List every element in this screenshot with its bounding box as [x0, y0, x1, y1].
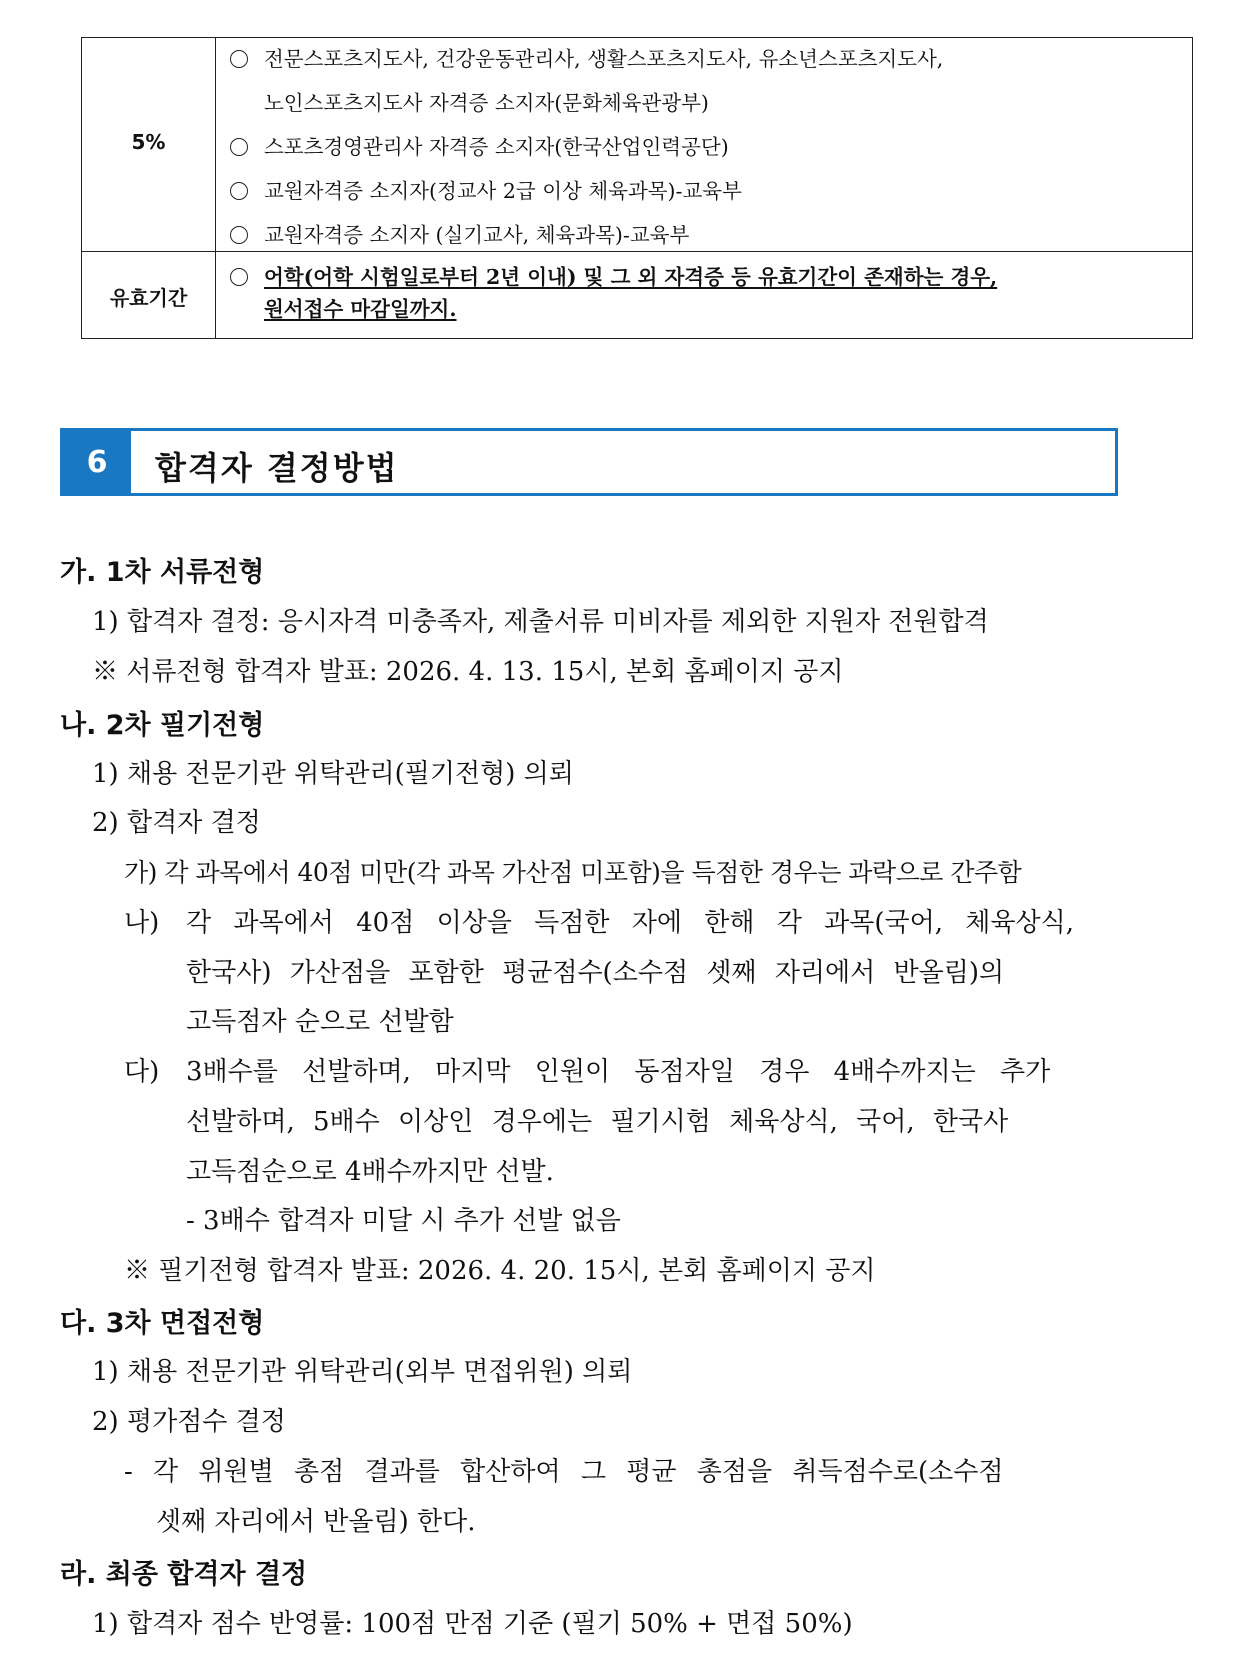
- circle-bullet-icon: [230, 182, 248, 200]
- circle-bullet-icon: [230, 268, 248, 286]
- sub-item-line: 각 과목에서 40점 이상을 득점한 자에 한해 각 과목(국어, 체육상식,: [186, 908, 1075, 938]
- sub-item-prefix: 나): [124, 908, 160, 938]
- row-label-5percent: 5%: [131, 130, 166, 154]
- sub-item-line: - 3배수 합격자 미달 시 추가 선발 없음: [186, 1206, 621, 1236]
- heading-document-screening: 가. 1차 서류전형: [60, 557, 265, 588]
- table-item-continuation: 노인스포츠지도사 자격증 소지자(문화체육관광부): [264, 91, 709, 115]
- sub-item-line: 한국사) 가산점을 포함한 평균점수(소수점 셋째 자리에서 반올림)의: [186, 958, 1005, 988]
- sub-item-line: 선발하며, 5배수 이상인 경우에는 필기시험 체육상식, 국어, 한국사: [186, 1107, 1009, 1137]
- sub-item: 가) 각 과목에서 40점 미만(각 과목 가산점 미포함)을 득점한 경우는 과락으로 간주함: [124, 858, 1022, 887]
- section-title: 합격자 결정방법: [155, 449, 399, 487]
- list-item: 1) 채용 전문기관 위탁관리(필기전형) 의뢰: [92, 759, 574, 789]
- table-item: 교원자격증 소지자 (실기교사, 체육과목)-교육부: [230, 218, 689, 248]
- section-header: [60, 428, 1118, 496]
- list-item: 1) 채용 전문기관 위탁관리(외부 면접위원) 의뢰: [92, 1357, 633, 1387]
- list-item: 1) 합격자 점수 반영률: 100점 만점 기준 (필기 50% + 면접 50%): [92, 1609, 853, 1639]
- table-item: 전문스포츠지도사, 건강운동관리사, 생활스포츠지도사, 유소년스포츠지도사,: [230, 42, 943, 72]
- table-row-divider: [82, 251, 1192, 252]
- section-number: 6: [63, 431, 131, 493]
- list-item: 2) 합격자 결정: [92, 808, 261, 838]
- list-item: 2) 평가점수 결정: [92, 1407, 286, 1437]
- note: ※ 서류전형 합격자 발표: 2026. 4. 13. 15시, 본회 홈페이지 공지: [92, 657, 844, 687]
- heading-final-decision: 라. 최종 합격자 결정: [60, 1559, 308, 1590]
- circle-bullet-icon: [230, 226, 248, 244]
- qualification-table: [81, 37, 1193, 339]
- row-label-validity: 유효기간: [109, 286, 188, 310]
- dash-item-continuation: 셋째 자리에서 반올림) 한다.: [156, 1507, 476, 1537]
- circle-bullet-icon: [230, 50, 248, 68]
- list-item: 1) 합격자 결정: 응시자격 미충족자, 제출서류 미비자를 제외한 지원자 전원합격: [92, 607, 989, 637]
- heading-written-exam: 나. 2차 필기전형: [60, 710, 265, 741]
- table-item-continuation: 원서접수 마감일까지.: [264, 297, 457, 321]
- table-item-validity: 어학(어학 시험일로부터 2년 이내) 및 그 외 자격증 등 유효기간이 존재하는 경우,: [230, 260, 997, 290]
- table-item: 스포츠경영관리사 자격증 소지자(한국산업인력공단): [230, 130, 729, 160]
- sub-item-prefix: 다): [124, 1057, 160, 1087]
- note: ※ 필기전형 합격자 발표: 2026. 4. 20. 15시, 본회 홈페이지 공지: [124, 1256, 876, 1286]
- table-item: 교원자격증 소지자(정교사 2급 이상 체육과목)-교육부: [230, 174, 742, 204]
- table-column-divider: [215, 38, 216, 338]
- sub-item-line: 고득점순으로 4배수까지만 선발.: [186, 1157, 554, 1187]
- heading-interview: 다. 3차 면접전형: [60, 1308, 265, 1339]
- dash-item: - 각 위원별 총점 결과를 합산하여 그 평균 총점을 취득점수로(소수점: [124, 1457, 1004, 1487]
- sub-item-line: 3배수를 선발하며, 마지막 인원이 동점자일 경우 4배수까지는 추가: [186, 1057, 1051, 1087]
- sub-item-line: 고득점자 순으로 선발함: [186, 1007, 454, 1037]
- circle-bullet-icon: [230, 138, 248, 156]
